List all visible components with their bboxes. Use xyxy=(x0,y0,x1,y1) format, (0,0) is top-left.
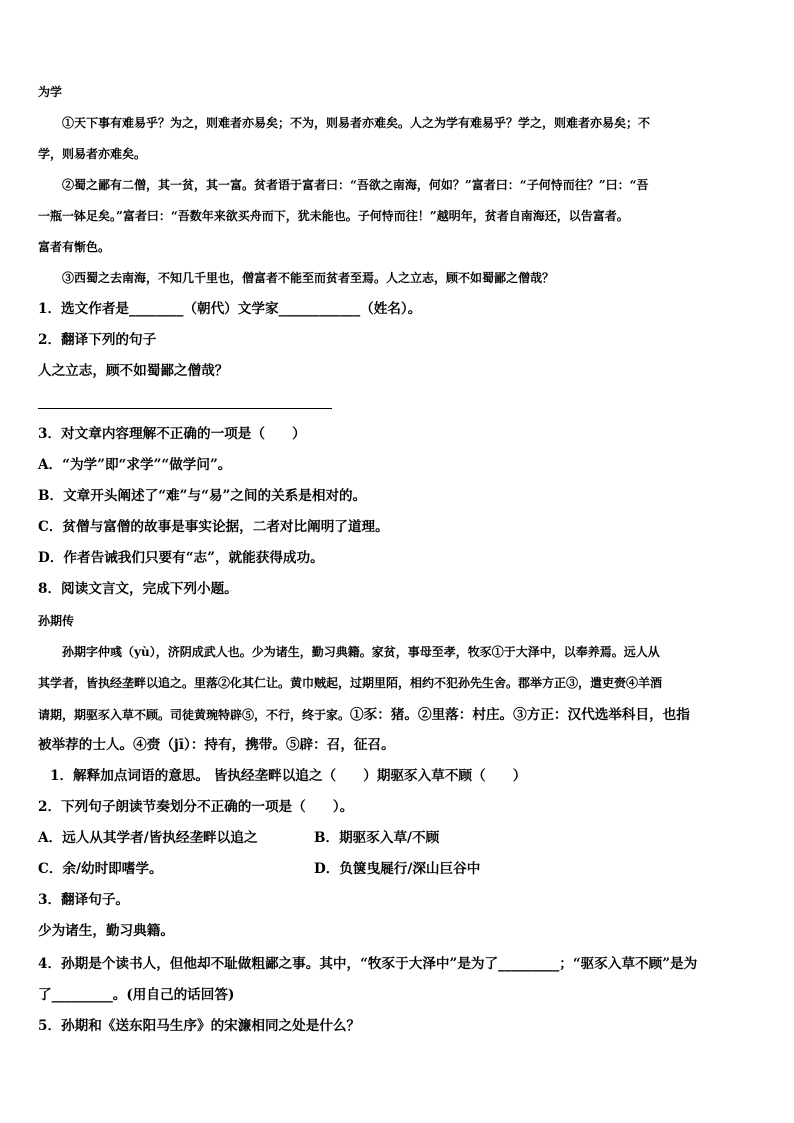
sunqi-question-4-line-1: 4．孙期是个读书人，但他却不耻做粗鄙之事。其中，“牧豕于大泽中”是为了_________；“驱豕入草不顾”是为 xyxy=(38,956,698,972)
answer-line xyxy=(38,408,332,409)
sunqi-question-2-option-b: B．期驱豕入草/不顾 xyxy=(314,830,440,846)
passage-paragraph-2-line-1: ②蜀之鄙有二僧，其一贫，其一富。贫者语于富者曰：“吾欲之南海，何如？”富者曰：“子何恃而往？”曰：“吾 xyxy=(62,178,649,192)
passage-paragraph-2-line-2: 一瓶一钵足矣。”富者曰：“吾数年来欲买舟而下，犹未能也。子何恃而往！”越明年，贫者自南海还，以告富者。 xyxy=(38,209,629,223)
question-1-author: 1．选文作者是________（朝代）文学家____________（姓名）。 xyxy=(38,301,422,317)
passage-sunqi-notes: ①豕：猪。②里落：村庄。③方正：汉代选举科目，也指 xyxy=(350,707,690,723)
question-8-instruction: 8．阅读文言文，完成下列小题。 xyxy=(38,581,238,597)
sunqi-question-2-option-d: D．负箧曳屣行/深山巨谷中 xyxy=(314,861,481,877)
passage-paragraph-3: ③西蜀之去南海，不知几千里也，僧富者不能至而贫者至焉。人之立志，顾不如蜀鄙之僧哉？ xyxy=(62,271,555,285)
passage-sunqi-line-3-text: 请期，期驱豕入草不顾。司徒黄琬特辟⑤，不行，终于家。 xyxy=(38,708,351,722)
question-3-option-c: C．贫僧与富僧的故事是事实论据，二者对比阐明了道理。 xyxy=(38,519,389,535)
question-3-option-a: A．“为学”即“求学”“做学问”。 xyxy=(38,457,232,473)
passage-paragraph-2-line-3: 富者有惭色。 xyxy=(38,240,111,254)
question-3-stem: 3．对文章内容理解不正确的一项是（ ） xyxy=(38,426,306,442)
sunqi-question-2-stem: 2．下列句子朗读节奏划分不正确的一项是（ ）。 xyxy=(38,799,354,815)
passage-sunqi-line-1: 孙期字仲彧（yù），济阴成武人也。少为诸生，勤习典籍。家贫，事母至孝，牧豕①于大泽中，以奉养焉。远人从 xyxy=(62,645,660,659)
sunqi-question-2-option-c: C．余/幼时即嗜学。 xyxy=(38,861,163,877)
question-3-option-b: B．文章开头阐述了“难”与“易”之间的关系是相对的。 xyxy=(38,488,367,504)
passage-sunqi-line-2: 其学者，皆执经垄畔以追之。里落②化其仁让。黄巾贼起，过期里陌，相约不犯孙先生舍。郡举方正③，遣吏赍④羊酒 xyxy=(38,676,663,690)
passage-title-sunqi: 孙期传 xyxy=(38,614,75,628)
sunqi-question-1: 1．解释加点词语的意思。 皆执经垄畔以追之（ ）期驱豕入草不顾（ ） xyxy=(50,768,527,784)
passage-sunqi-notes-continued: 被举荐的士人。④赍（jī）：持有，携带。⑤辟：召，征召。 xyxy=(38,737,395,753)
sunqi-question-4-line-2: 了_________。(用自己的话回答) xyxy=(38,987,235,1003)
passage-title-weixue: 为学 xyxy=(38,85,63,99)
sunqi-question-3-stem: 3．翻译句子。 xyxy=(38,892,130,908)
passage-paragraph-1-line-1: ①天下事有难易乎？为之，则难者亦易矣；不为，则易者亦难矣。人之为学有难易乎？学之，则难者亦易矣；不 xyxy=(62,116,651,130)
question-2-translate: 2．翻译下列的句子 xyxy=(38,332,157,348)
passage-paragraph-1-line-2: 学，则易者亦难矣。 xyxy=(38,147,147,161)
sunqi-question-5: 5．孙期和《送东阳马生序》的宋濂相同之处是什么？ xyxy=(38,1018,361,1034)
question-2-sentence: 人之立志，顾不如蜀鄙之僧哉？ xyxy=(38,363,229,379)
sunqi-question-2-option-a: A．远人从其学者/皆执经垄畔以追之 xyxy=(38,830,258,846)
question-3-option-d: D．作者告诫我们只要有“志”，就能获得成功。 xyxy=(38,550,324,566)
sunqi-question-3-sentence: 少为诸生，勤习典籍。 xyxy=(38,923,174,939)
passage-sunqi-line-3 xyxy=(38,705,690,724)
